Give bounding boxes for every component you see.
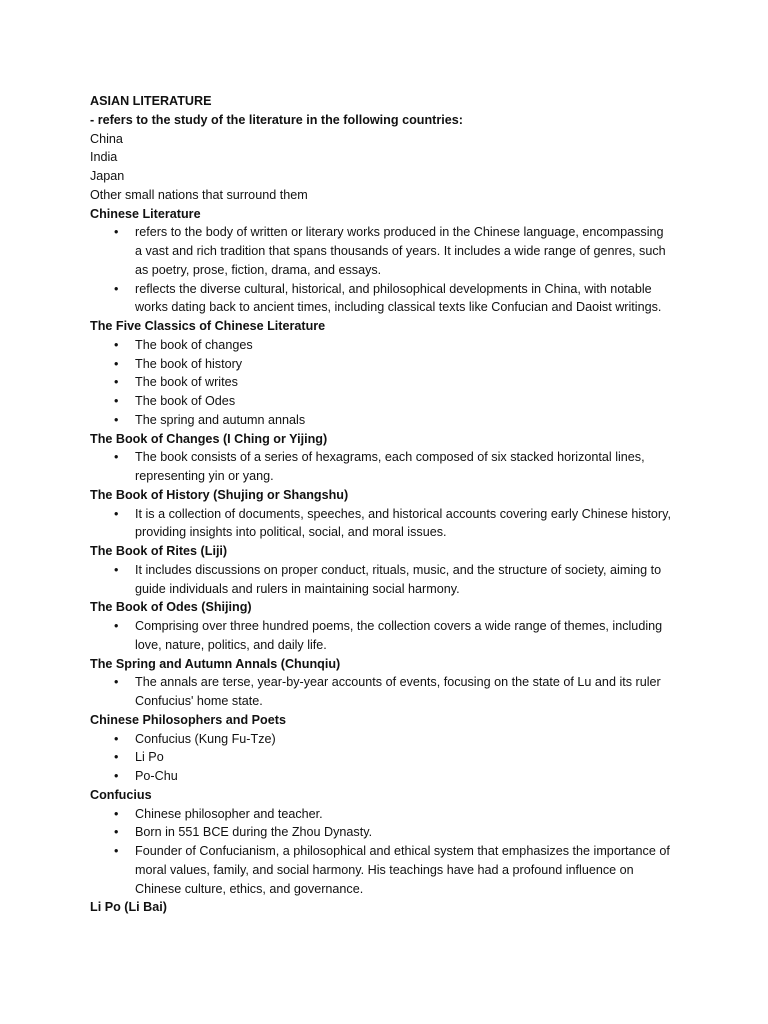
list-item-text: The book of writes xyxy=(135,375,238,390)
list-item xyxy=(90,355,673,374)
book-of-rites-list xyxy=(90,561,690,599)
bullet-icon: • xyxy=(114,375,119,390)
list-item xyxy=(90,411,673,430)
country-item: Japan xyxy=(90,169,125,183)
bullet-icon: • xyxy=(114,281,119,296)
list-item xyxy=(90,373,673,392)
list-item-text: It includes discussions on proper conduct, rituals, music, and the structure of society, aiming to guide individuals and rulers in maintaining social harmony. xyxy=(135,562,662,596)
country-item: Other small nations that surround them xyxy=(90,187,308,202)
country-item: China xyxy=(90,131,123,146)
list-item-text: Comprising over three hundred poems, the collection covers a wide range of themes, including love, nature, politics, and daily life. xyxy=(135,619,663,652)
book-of-odes-list xyxy=(90,617,690,655)
list-item xyxy=(90,748,673,767)
book-of-changes-list xyxy=(90,448,690,486)
confucius-list xyxy=(90,805,690,899)
list-item xyxy=(90,223,673,279)
section-heading-spring-autumn-annals: The Spring and Autumn Annals (Chunqiu) xyxy=(90,656,341,671)
list-item-text: The annals are terse, year-by-year accounts of events, focusing on the state of Lu and its ruler Confucius' home state. xyxy=(135,675,661,708)
bullet-icon: • xyxy=(114,506,119,521)
bullet-icon: • xyxy=(114,450,119,465)
bullet-icon: • xyxy=(114,769,119,783)
list-item-text: The book consists of a series of hexagrams, each composed of six stacked horizontal lines, representing yin or yang. xyxy=(135,450,645,483)
section-heading-book-of-odes: The Book of Odes (Shijing) xyxy=(90,600,252,615)
section-heading-book-of-rites: The Book of Rites (Liji) xyxy=(90,544,228,558)
section-heading-five-classics: The Five Classics of Chinese Literature xyxy=(90,319,326,333)
list-item xyxy=(90,280,673,318)
list-item-text: It is a collection of documents, speeches, and historical accounts covering early Chinese history, providing insights into political, social, and moral issues. xyxy=(135,506,671,540)
list-item-text: Born in 551 BCE during the Zhou Dynasty. xyxy=(135,825,373,840)
list-item xyxy=(90,392,673,411)
list-item xyxy=(90,673,673,711)
list-item-text: The book of changes xyxy=(135,337,253,352)
section-heading-book-of-history: The Book of History (Shujing or Shangshu) xyxy=(90,487,349,502)
bullet-icon: • xyxy=(114,750,119,765)
document-subtitle: - refers to the study of the literature in the following countries: xyxy=(90,112,463,127)
list-item-text: Po-Chu xyxy=(135,769,178,783)
list-item xyxy=(90,767,673,786)
list-item-text: The book of history xyxy=(135,356,243,371)
philosophers-poets-list xyxy=(90,730,690,786)
list-item xyxy=(90,448,673,486)
list-item-text: Li Po xyxy=(135,750,164,765)
list-item xyxy=(90,561,673,599)
document-title: ASIAN LITERATURE xyxy=(90,94,212,108)
bullet-icon: • xyxy=(114,675,119,690)
list-item xyxy=(90,505,673,543)
bullet-icon: • xyxy=(114,806,119,821)
bullet-icon: • xyxy=(114,731,119,746)
five-classics-list xyxy=(90,336,690,430)
list-item-text: Chinese philosopher and teacher. xyxy=(135,806,323,821)
bullet-icon: • xyxy=(114,225,119,240)
list-item-text: Confucius (Kung Fu-Tze) xyxy=(135,731,276,746)
list-item xyxy=(90,842,673,898)
spring-autumn-annals-list xyxy=(90,673,690,711)
section-heading-li-po: Li Po (Li Bai) xyxy=(90,900,167,915)
section-heading-chinese-literature: Chinese Literature xyxy=(90,206,201,221)
bullet-icon: • xyxy=(114,412,119,427)
list-item xyxy=(90,336,673,355)
book-of-history-list xyxy=(90,505,690,543)
bullet-icon: • xyxy=(114,825,119,840)
list-item-text: The book of Odes xyxy=(135,394,236,408)
list-item-text: reflects the diverse cultural, historical, and philosophical developments in China, with notable works dating back to ancient times, including classical texts like Confucian and Daoist writings. xyxy=(135,281,662,315)
list-item xyxy=(90,805,673,824)
list-item-text: The spring and autumn annals xyxy=(135,412,306,427)
section-heading-philosophers-poets: Chinese Philosophers and Poets xyxy=(90,712,286,727)
bullet-icon: • xyxy=(114,356,119,371)
list-item-text: refers to the body of written or literary works produced in the Chinese language, encompassing a vast and rich tradition that spans thousands of years. It includes a wide range of genres, such as poetry, prose, fiction, drama, and essays. xyxy=(135,225,666,277)
bullet-icon: • xyxy=(114,394,119,408)
list-item-text: Founder of Confucianism, a philosophical and ethical system that emphasizes the importance of moral values, family, and social harmony. His teachings have had a profound influence on Chinese culture, ethics, and governance. xyxy=(135,844,670,896)
chinese-literature-list xyxy=(90,223,690,317)
list-item xyxy=(90,823,673,842)
section-heading-confucius: Confucius xyxy=(90,787,152,802)
bullet-icon: • xyxy=(114,844,119,858)
bullet-icon: • xyxy=(114,619,119,633)
country-item: India xyxy=(90,150,118,165)
bullet-icon: • xyxy=(114,337,119,352)
bullet-icon: • xyxy=(114,562,119,577)
list-item xyxy=(90,730,673,749)
list-item xyxy=(90,617,673,655)
document-page xyxy=(90,92,690,917)
section-heading-book-of-changes: The Book of Changes (I Ching or Yijing) xyxy=(90,431,328,446)
